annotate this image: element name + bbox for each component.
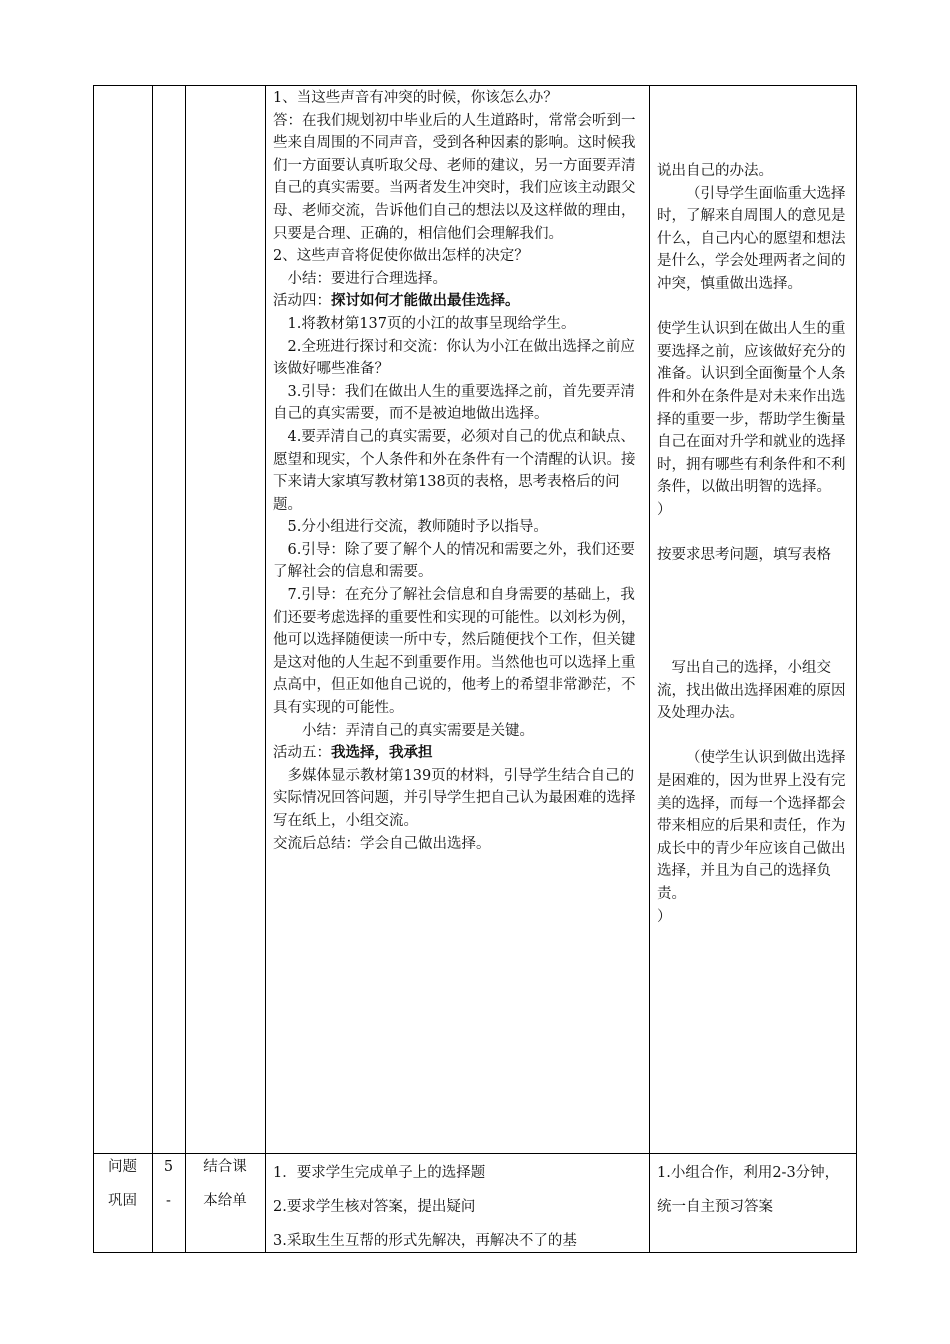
col-border-3 xyxy=(265,85,266,1253)
summary-1: 小结：要进行合理选择。 xyxy=(287,270,447,287)
stage-cell xyxy=(93,1156,152,1212)
closing-summary: 交流后总结：学会自己做出选择。 xyxy=(273,835,491,852)
activity-4-step-1: 1.将教材第137页的小江的故事呈现给学生。 xyxy=(287,315,576,332)
method-cell xyxy=(185,1156,265,1212)
time-line-2: - xyxy=(166,1193,171,1209)
time-line-1: 5 xyxy=(163,1159,174,1175)
col-border-5 xyxy=(856,85,857,1253)
activity-4-title: 探讨如何才能做出最佳选择。 xyxy=(331,292,520,310)
activity-4-step-2: 2.全班进行探讨和交流：你认为小江在做出选择之前应该做好哪些准备？ xyxy=(273,338,635,378)
activity-5-label: 活动五： xyxy=(273,745,331,762)
time-cell xyxy=(152,1156,185,1212)
col-border-2 xyxy=(185,85,186,1253)
activity-5-title: 我选择，我承担 xyxy=(331,744,433,762)
method-line-1: 结合课 xyxy=(203,1159,247,1175)
consolidation-student-cell xyxy=(657,1156,849,1224)
stage-line-1: 问题 xyxy=(108,1159,137,1175)
table-top-border xyxy=(93,85,857,86)
activity-4-step-4: 4.要弄清自己的真实需要，必须对自己的优点和缺点、愿望和现实，个人条件和外在条件有一个清醒的认识。接下来请大家填写教材第138页的表格，思考表格后的问题。 xyxy=(273,428,636,513)
stage-line-2: 巩固 xyxy=(108,1193,137,1209)
col-border-1 xyxy=(152,85,153,1253)
question-2: 2、这些声音将促使你做出怎样的决定？ xyxy=(273,248,529,265)
question-1: 1、当这些声音有冲突的时候，你该怎么办？ xyxy=(273,90,558,106)
activity-4-step-5: 5.分小组进行交流，教师随时予以指导。 xyxy=(287,519,548,536)
right-note-7: （使学生认识到做出选择是困难的，因为世界上没有完美的选择，而每一个选择都会带来相应的后果和责任，作为成长中的青少年应该自己做出选择，并且为自己的选择负责。 xyxy=(657,750,846,902)
right-note-3: 使学生认识到在做出人生的重要选择之前，应该做好充分的准备。认识到全面衡量个人条件和外在条件是对未来作出选择的重要一步，帮助学生衡量自己在面对升学和就业的选择时，拥有哪些有利条件和不利条件，以做出明智的选择。 xyxy=(657,321,846,496)
right-note-2: （引导学生面临重大选择时，了解来自周围人的意见是什么，自己内心的愿望和想法是什么，学会处理两者之间的冲突，慎重做出选择。 xyxy=(657,185,846,292)
activity-4-step-3: 3.引导：我们在做出人生的重要选择之前，首先要弄清自己的真实需要，而不是被迫地做出选择。 xyxy=(273,383,635,423)
consolidation-step-1: 1．要求学生完成单子上的选择题 xyxy=(273,1165,486,1181)
right-note-8: ） xyxy=(657,908,672,925)
method-line-2: 本给单 xyxy=(203,1193,247,1209)
right-note-6: 写出自己的选择，小组交流，找出做出选择困难的原因及处理办法。 xyxy=(657,660,846,722)
activity-content-cell xyxy=(273,87,643,855)
lesson-plan-table xyxy=(93,85,857,1253)
student-activity-cell xyxy=(657,160,849,928)
activity-4-step-6: 6.引导：除了要了解个人的情况和需要之外，我们还要了解社会的信息和需要。 xyxy=(273,541,635,581)
answer-1: 答：在我们规划初中毕业后的人生道路时，常常会听到一些来自周围的不同声音，受到各种因素的影响。这时候我们一方面要认真听取父母、老师的建议，另一方面要弄清自己的真实需要。当两者发生冲突时，我们应该主动跟父母、老师交流，告诉他们自己的想法以及这样做的理由，只要是合理、正确的，相信他们会理解我们。 xyxy=(273,112,636,242)
summary-2: 小结：弄清自己的真实需要是关键。 xyxy=(302,722,534,739)
consolidation-note-1: 1.小组合作，利用2-3分钟，统一自主预习答案 xyxy=(657,1165,840,1215)
consolidation-step-3: 3.采取生生互帮的形式先解决，再解决不了的基 xyxy=(273,1233,577,1249)
col-border-4 xyxy=(649,85,650,1253)
col-border-0 xyxy=(93,85,94,1253)
activity-4-label: 活动四： xyxy=(273,293,331,310)
activity-5-body: 多媒体显示教材第139页的材料，引导学生结合自己的实际情况回答问题，并引导学生把自己认为最困难的选择写在纸上，小组交流。 xyxy=(273,767,636,829)
consolidation-content-cell xyxy=(273,1156,645,1258)
activity-5-heading xyxy=(273,742,643,765)
activity-4-step-7: 7.引导：在充分了解社会信息和自身需要的基础上，我们还要考虑选择的重要性和实现的可能性。以刘杉为例，他可以选择随便读一所中专，然后随便找个工作，但关键是这对他的人生起不到重要作用。当然他也可以选择上重点高中，但正如他自己说的，他考上的希望非常渺茫，不具有实现的可能性。 xyxy=(273,587,636,717)
row-divider xyxy=(93,1153,857,1154)
activity-4-heading xyxy=(273,290,643,313)
right-note-1: 说出自己的办法。 xyxy=(657,163,773,179)
right-note-5: 按要求思考问题，填写表格 xyxy=(657,547,831,564)
consolidation-step-2: 2.要求学生核对答案，提出疑问 xyxy=(273,1199,476,1215)
right-note-4: ） xyxy=(657,501,672,518)
